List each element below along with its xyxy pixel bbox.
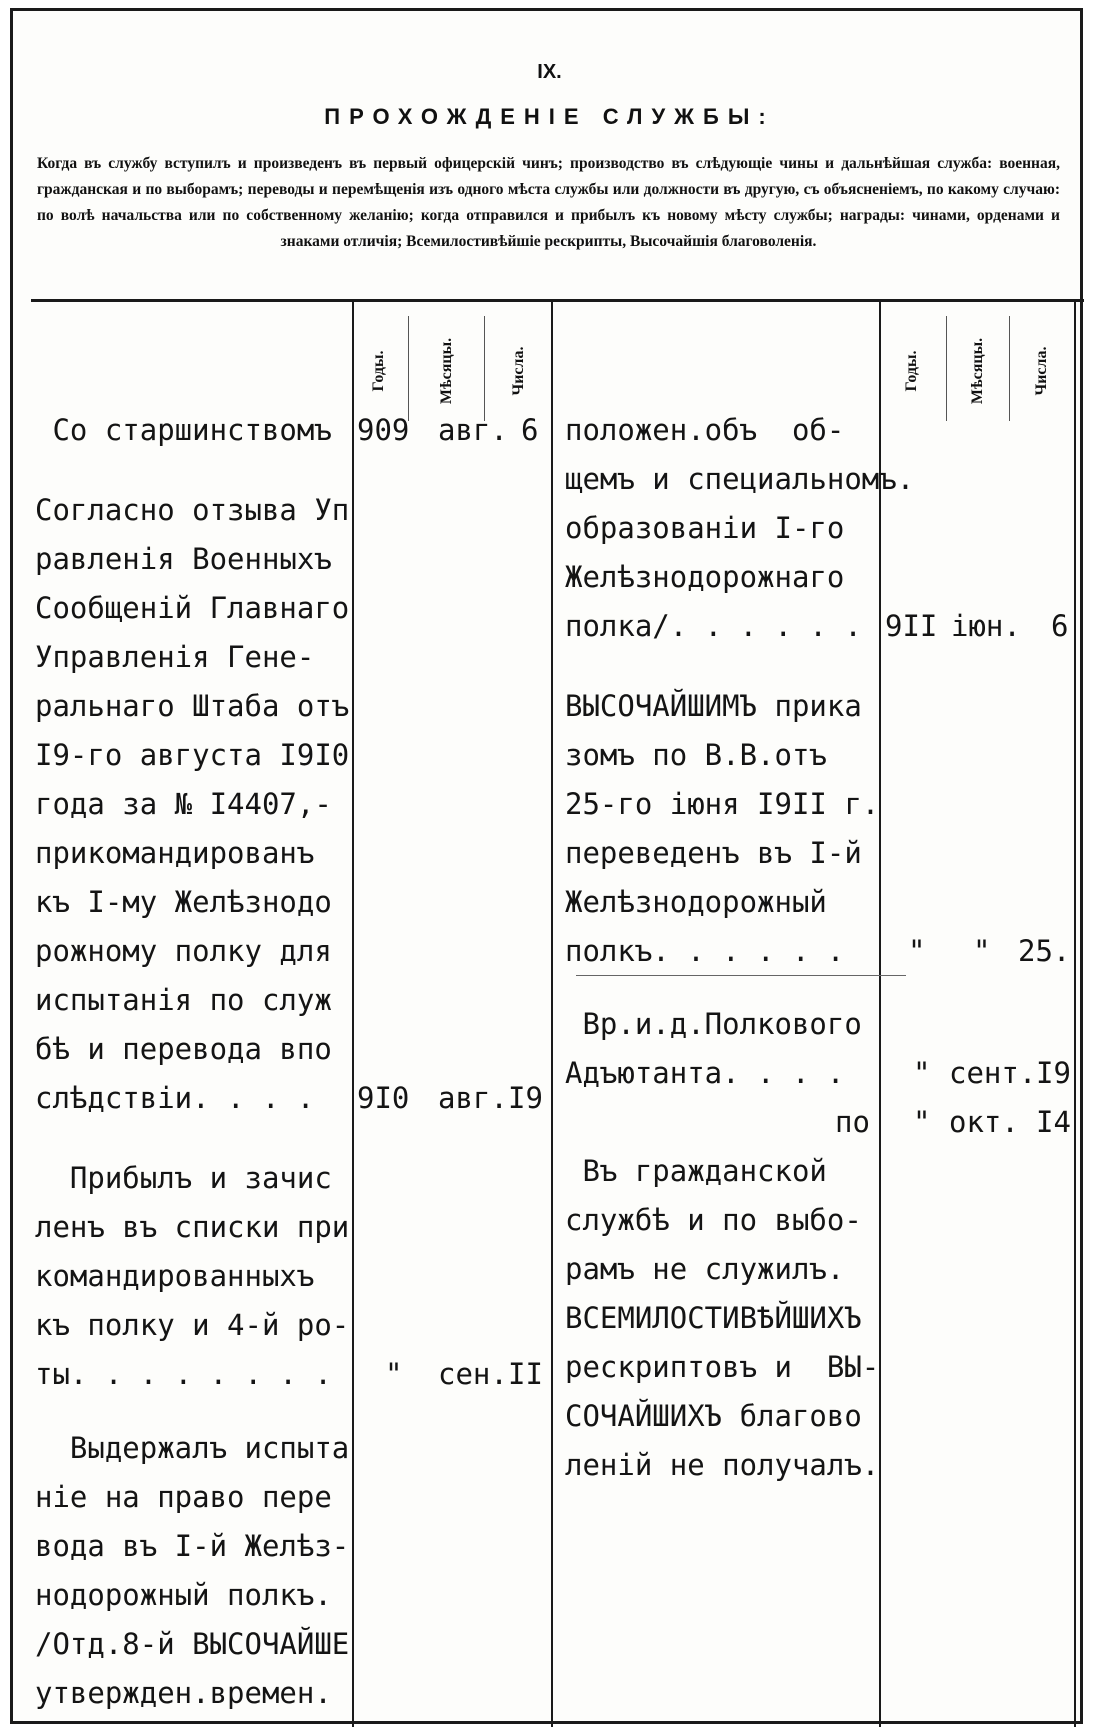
left-year-header: Годы.	[370, 350, 387, 392]
left-date-year: "	[385, 1357, 403, 1391]
left-line: /Отд.8-й ВЫСОЧАЙШЕ	[35, 1627, 350, 1661]
left-line: Выдержалъ испыта	[35, 1431, 350, 1465]
section-number: IX.	[537, 61, 562, 83]
left-line: къ I-му Желѣзнодо	[35, 885, 332, 919]
left-line: слѣдствіи. . . .	[35, 1081, 315, 1115]
right-date-month: окт.	[949, 1105, 1019, 1139]
right-date-year: "	[913, 1056, 931, 1090]
right-line: полкъ. . . . . .	[565, 934, 845, 968]
right-line: службѣ и по выбо-	[565, 1203, 862, 1237]
left-line: ленъ въ списки при	[35, 1210, 350, 1244]
right-line: щемъ и специальномъ.	[565, 462, 915, 496]
left-line: рожному полку для	[35, 934, 332, 968]
right-line: СОЧАЙШИХЪ благово	[565, 1399, 862, 1433]
left-line: вода въ I-й Желѣз-	[35, 1529, 350, 1563]
left-line: Управленія Генe-	[35, 640, 315, 674]
right-date-month: іюн.	[951, 609, 1021, 643]
left-line: равленія Военныхъ	[35, 542, 332, 576]
right-line: ВЫСОЧАЙШИМЪ прика	[565, 689, 862, 723]
right-line: Въ гражданской	[565, 1154, 827, 1188]
right-line: положен.объ об-	[565, 413, 845, 447]
right-line: рескриптовъ и ВЫ-	[565, 1350, 880, 1384]
left-date-month: сен.	[438, 1357, 508, 1391]
right-day-header: Числа.	[1033, 346, 1050, 396]
left-date-day: I9	[508, 1081, 543, 1115]
right-line: рамъ не служилъ.	[565, 1252, 845, 1286]
left-date-year: 909	[357, 413, 410, 447]
form-page	[10, 8, 1083, 1724]
left-date-day: II	[508, 1357, 543, 1391]
left-line: нодорожный полкъ.	[35, 1578, 332, 1612]
right-date-day: I4	[1036, 1105, 1071, 1139]
right-line: 25-го іюня I9II г.	[565, 787, 880, 821]
left-line: командированныхъ	[35, 1259, 315, 1293]
right-line: зомъ по В.В.отъ	[565, 738, 827, 772]
left-line: ты. . . . . . . .	[35, 1357, 332, 1391]
left-line: ральнаго Штаба отъ	[35, 689, 350, 723]
left-date-month: авг.	[438, 1081, 508, 1115]
right-line: леній не получалъ.	[565, 1448, 880, 1482]
center-col-divider	[551, 301, 553, 1727]
right-date-year: "	[908, 934, 926, 968]
right-date-day: I9	[1036, 1056, 1071, 1090]
right-line: Желѣзнодорожнаго	[565, 560, 845, 594]
right-line: переведенъ въ I-й	[565, 836, 862, 870]
left-line: года за № I4407,-	[35, 787, 332, 821]
right-date-month: "	[973, 934, 991, 968]
section-title: ПРОХОЖДЕНІЕ СЛУЖБЫ:	[324, 104, 775, 129]
right-line: ВСЕМИЛОСТИВѢЙШИХЪ	[565, 1301, 862, 1335]
left-day-divider	[484, 316, 485, 421]
right-line: Вр.и.д.Полкового	[565, 1007, 862, 1041]
left-day-header: Числа.	[510, 346, 527, 396]
left-line: испытанія по служ	[35, 983, 332, 1017]
right-day-divider	[1009, 316, 1010, 421]
left-line: Сообщеній Главнаго	[35, 591, 350, 625]
left-line: бѣ и перевода впо	[35, 1032, 332, 1066]
left-line: Со старшинствомъ	[35, 413, 332, 447]
header-rule	[31, 299, 1084, 302]
outer-right-divider	[1074, 301, 1076, 1727]
right-date-year: "	[913, 1105, 931, 1139]
right-month-header: Мѣсяцы.	[969, 337, 986, 405]
right-year-header: Годы.	[903, 350, 920, 392]
left-line: ніе на право пере	[35, 1480, 332, 1514]
left-date-year: 9I0	[357, 1081, 410, 1115]
right-month-divider	[946, 316, 947, 421]
right-line: полка/. . . . . .	[565, 609, 862, 643]
right-date-day: 6	[1051, 609, 1069, 643]
left-month-divider	[408, 316, 409, 421]
right-date-day: 25.	[1018, 934, 1071, 968]
right-line: Желѣзнодорожный	[565, 885, 827, 919]
right-date-month: сент.	[949, 1056, 1037, 1090]
right-line: образованіи I-го	[565, 511, 845, 545]
section-instructions: Когда въ службу вступилъ и произведенъ въ первый офицерскій чинъ; производство въ слѣдующіе чины и дальнѣйшая служба: военная, гражданская и по выборамъ; переводы и перемѣщенія изъ одного мѣста службы или должности въ другую, съ объясненіемъ, по какому случаю: по волѣ начальства или по собственному желанію; когда отправился и прибылъ къ новому мѣсту службы; награды: чинами, орденами и знаками отличія; Всемилостивѣйшіе рескрипты, Высочайшія благоволенія.	[37, 155, 1060, 250]
left-line: утвержден.времен.	[35, 1676, 332, 1710]
left-date-day: 6	[521, 413, 539, 447]
left-line: къ полку и 4-й ро-	[35, 1308, 350, 1342]
right-line: по	[835, 1105, 870, 1139]
left-line: прикомандированъ	[35, 836, 315, 870]
left-line: I9-го августа I9I0	[35, 738, 350, 772]
right-col-divider	[879, 301, 881, 1727]
left-line: Прибылъ и зачис	[35, 1161, 332, 1195]
right-line: Адъютанта. . . .	[565, 1056, 845, 1090]
left-line: Согласно отзыва Уп	[35, 493, 350, 527]
left-col-divider	[352, 301, 354, 1727]
left-month-header: Мѣсяцы.	[438, 337, 455, 405]
row-separator	[576, 975, 906, 976]
left-date-month: авг.	[438, 413, 508, 447]
right-date-year: 9II	[885, 609, 938, 643]
